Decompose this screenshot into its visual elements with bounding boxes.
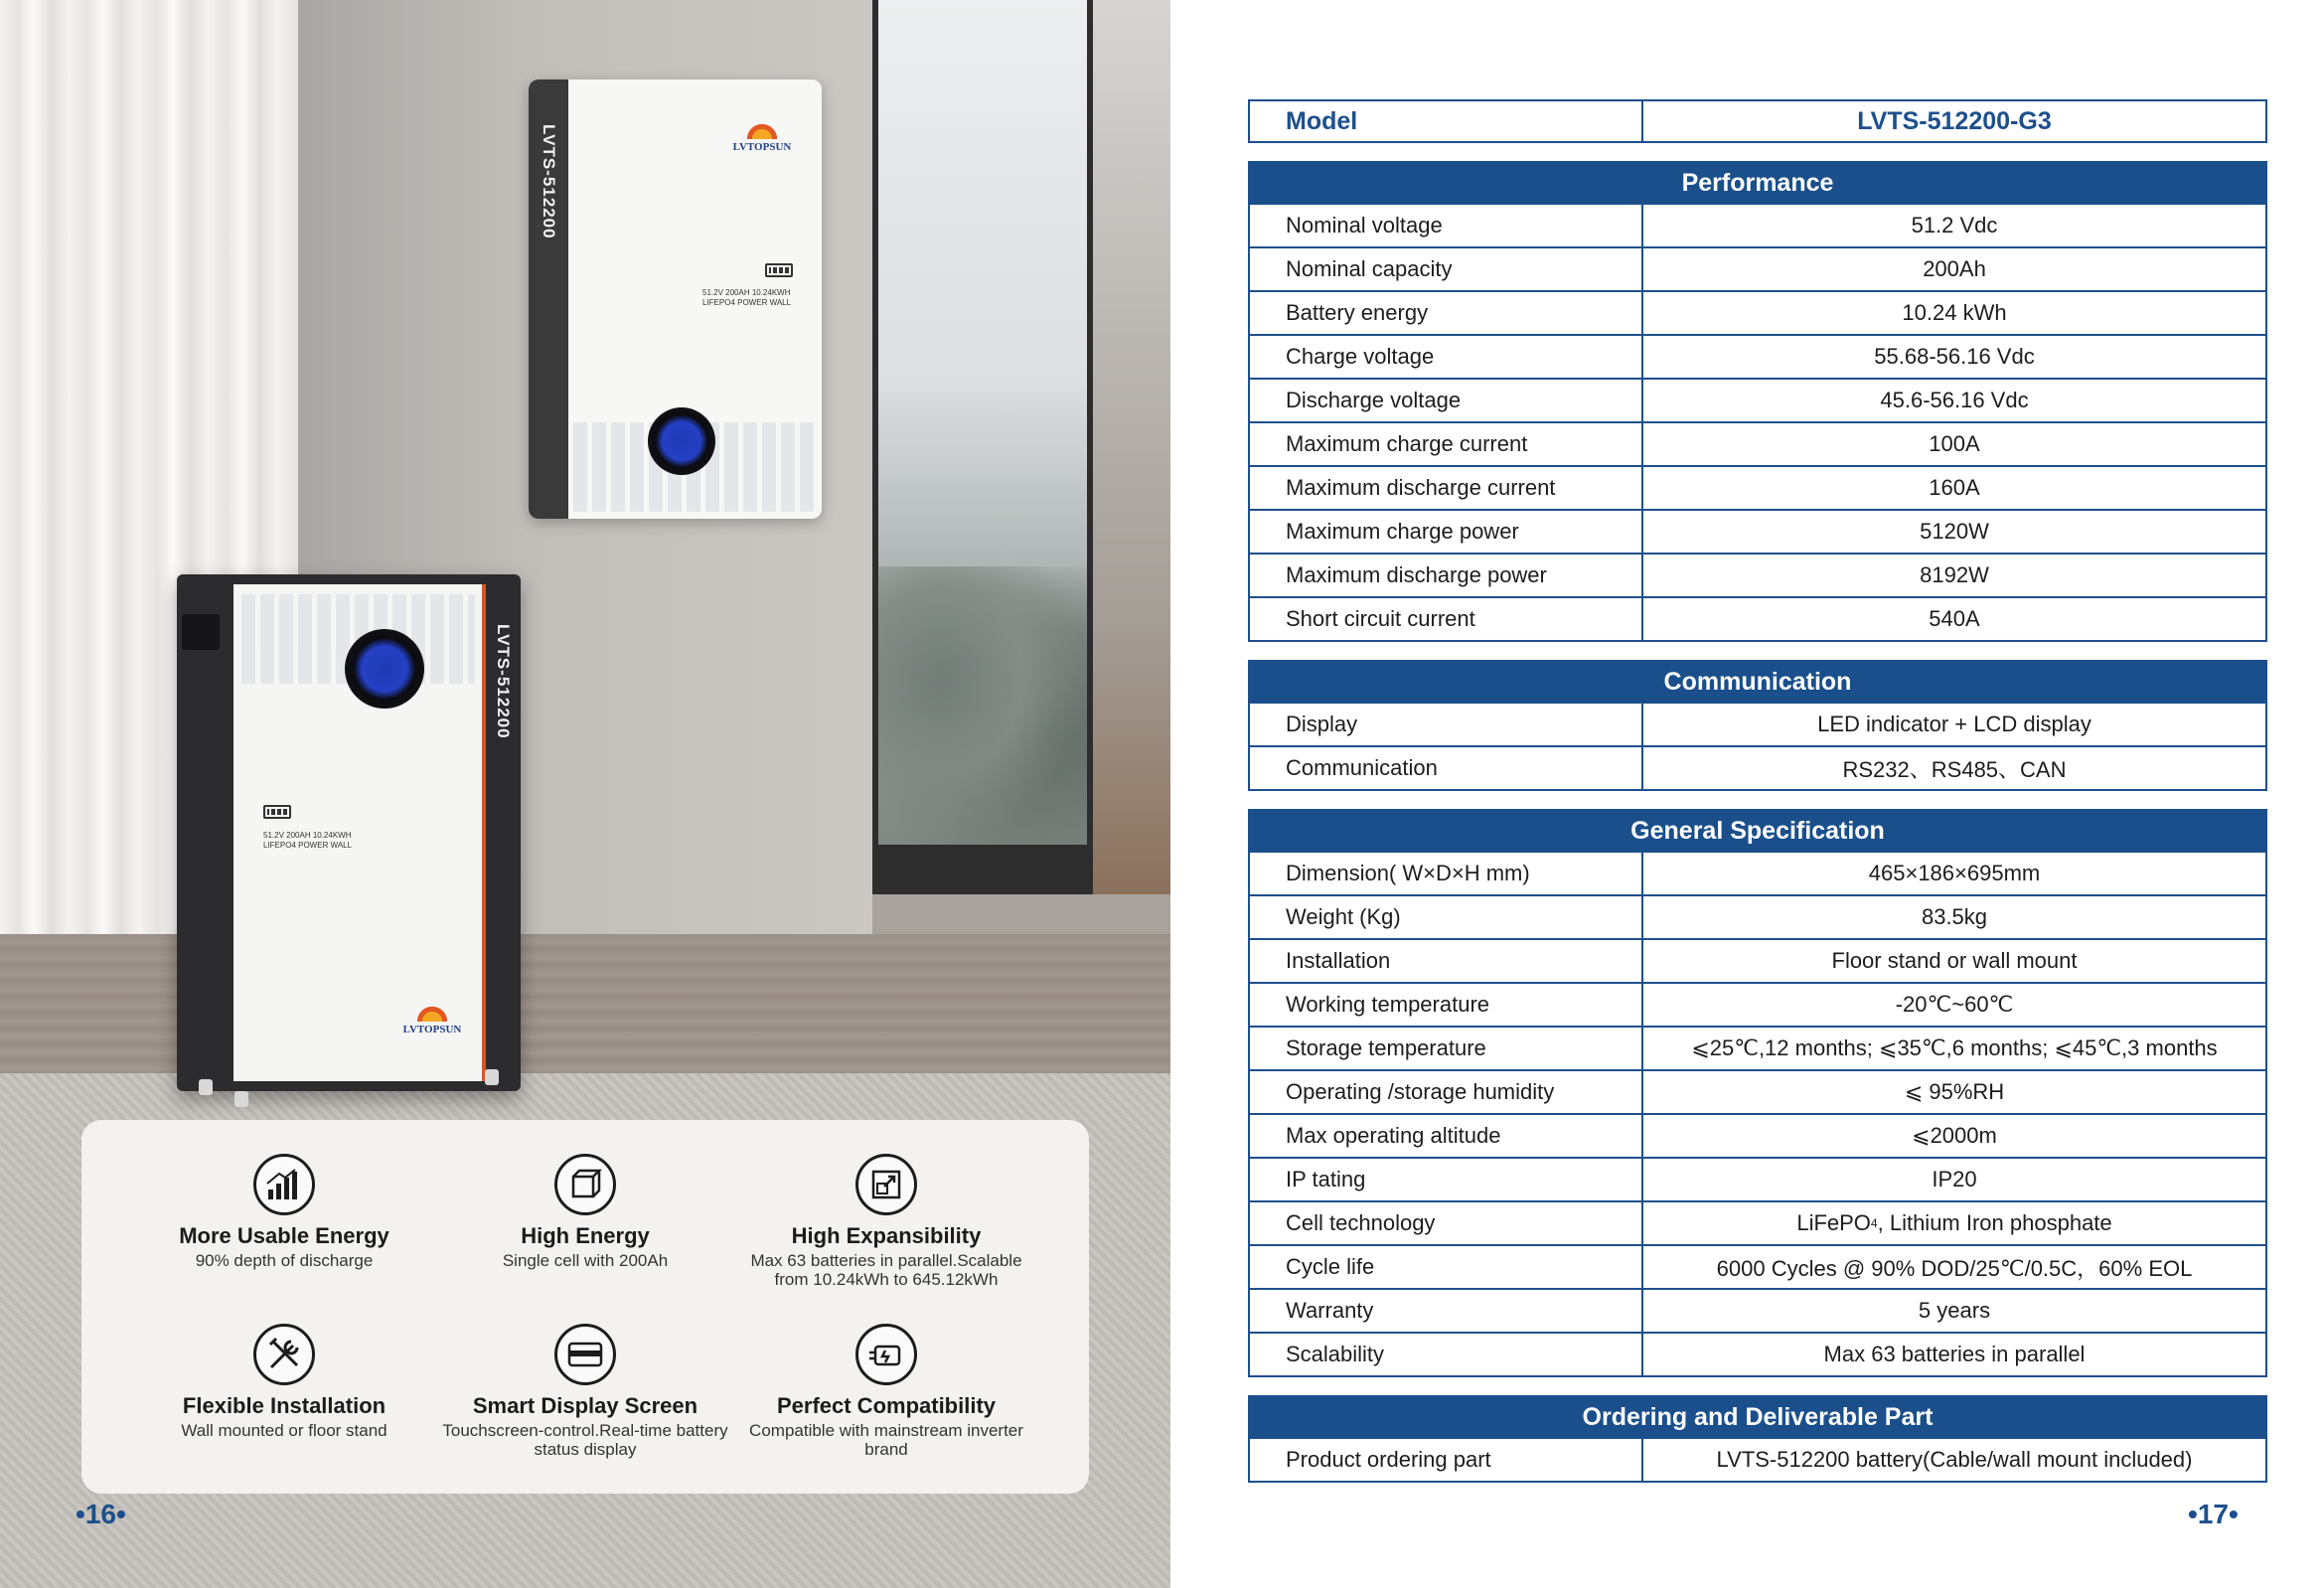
spec-value: 5120W [1920,519,1989,544]
model-value: LVTS-512200-G3 [1857,106,2052,135]
brand-logo [722,119,802,153]
signal-bars-icon [253,1154,315,1215]
feature-title: High Expansibility [791,1223,982,1248]
spec-value: 160A [1929,475,1980,500]
brand-name: LVTOPSUN [732,141,792,153]
section-gap [1248,143,2267,161]
spec-label: Display [1250,704,1643,745]
spec-value: 465×186×695mm [1868,861,2041,885]
feature-item [436,1324,734,1459]
spec-row [1248,380,2267,423]
spec-row [1248,1290,2267,1334]
spec-value: 540A [1929,606,1980,631]
spec-row [1248,1115,2267,1159]
section-header: Performance [1248,161,2267,205]
spec-label: Cycle life [1250,1246,1643,1288]
spec-row [1248,467,2267,511]
spec-row [1248,336,2267,380]
accent-stripe [482,584,486,1081]
spec-value: 200Ah [1923,256,1986,281]
spec-label: Short circuit current [1250,598,1643,640]
spec-label: Product ordering part [1250,1439,1643,1481]
cube-icon [554,1154,616,1215]
section-header: Communication [1248,660,2267,704]
spec-label: Charge voltage [1250,336,1643,378]
spec-row [1248,1439,2267,1483]
spec-label: Max operating altitude [1250,1115,1643,1157]
spec-label: Cell technology [1250,1202,1643,1244]
spec-label: Maximum discharge power [1250,555,1643,596]
spec-label: Communication [1250,747,1643,789]
feature-item [737,1324,1035,1459]
spec-value: 51.2 Vdc [1911,213,1998,238]
feature-description: Single cell with 200Ah [502,1251,669,1270]
feature-description: Touchscreen-control.Real-time battery status display [442,1421,728,1459]
feature-title: Perfect Compatibility [776,1393,997,1418]
spec-row [1248,853,2267,896]
feature-description: 90% depth of discharge [195,1251,374,1270]
spec-row [1248,940,2267,984]
section-gap [1248,791,2267,809]
battery-handle [182,614,220,650]
battery-model-label: LVTS-512200 [540,124,558,239]
spec-value: 10.24 kWh [1902,300,2007,325]
spec-label: Operating /storage humidity [1250,1071,1643,1113]
plug-icon [855,1324,917,1385]
spec-value: LVTS-512200 battery(Cable/wall mount included) [1716,1447,2193,1472]
spec-row [1248,248,2267,292]
spec-row [1248,555,2267,598]
section-gap [1248,1377,2267,1395]
tools-icon [253,1324,315,1385]
feature-title: Smart Display Screen [472,1393,698,1418]
section-header: General Specification [1248,809,2267,853]
spec-value: 45.6-56.16 Vdc [1880,388,2029,412]
spec-label: Maximum discharge current [1250,467,1643,509]
spec-value: 83.5kg [1921,904,1988,929]
spec-label: Working temperature [1250,984,1643,1026]
feature-item [135,1324,433,1440]
spec-row [1248,747,2267,791]
spec-row [1248,598,2267,642]
spec-row [1248,984,2267,1028]
spec-value: 100A [1929,431,1980,456]
spec-value: 55.68-56.16 Vdc [1874,344,2035,369]
page-dot: • [2228,1499,2239,1529]
spec-value: LiFePO 4 , Lithium Iron phosphate [1796,1210,2112,1235]
spec-table [1248,99,2267,1483]
spec-label: Nominal voltage [1250,205,1643,246]
spec-row [1248,511,2267,555]
spec-label: Scalability [1250,1334,1643,1375]
feature-description: Wall mounted or floor stand [181,1421,387,1440]
spec-value: 5 years [1918,1298,1991,1323]
spec-label: Warranty [1250,1290,1643,1332]
spec-value: 6000 Cycles @ 90% DOD/25℃/0.5C，60% EOL [1716,1255,2193,1281]
spec-row [1248,292,2267,336]
feature-card [81,1120,1089,1494]
feature-description: Compatible with mainstream inverter brand [749,1421,1023,1459]
battery-foot [485,1069,499,1085]
spec-label: IP tating [1250,1159,1643,1200]
battery-print-line2: LIFEPO4 POWER WALL [263,841,353,850]
window-side [1093,0,1170,894]
battery-foot [199,1079,213,1095]
spec-value: 8192W [1920,562,1989,587]
battery-print-line2: LIFEPO4 POWER WALL [702,298,792,307]
page-number-value: 17 [2197,1499,2229,1529]
feature-title: Flexible Installation [182,1393,387,1418]
spec-label: Storage temperature [1250,1028,1643,1069]
battery-print-line1: 51.2V 200AH 10.24KWH [263,831,352,840]
brand-name: LVTOPSUN [402,1024,462,1035]
spec-label: Weight (Kg) [1250,896,1643,938]
spec-label: Dimension( W×D×H mm) [1250,853,1643,894]
feature-title: More Usable Energy [179,1223,389,1248]
battery-print-line1: 51.2V 200AH 10.24KWH [702,288,791,297]
spec-row [1248,205,2267,248]
page-dot: • [76,1499,85,1529]
battery-front-panel [233,584,482,1081]
feature-description: Max 63 batteries in parallel.Scalable from 10.24kWh to 645.12kWh [750,1251,1022,1289]
spec-value: ⩽ 95%RH [1904,1079,2005,1104]
spec-row [1248,1246,2267,1290]
spec-row [1248,1028,2267,1071]
expand-icon [855,1154,917,1215]
spec-label: Maximum charge power [1250,511,1643,553]
spec-label: Battery energy [1250,292,1643,334]
sun-logo-icon [747,119,777,139]
spec-value: LED indicator + LCD display [1817,712,2092,736]
spec-label: Nominal capacity [1250,248,1643,290]
battery-level-icon [263,805,291,819]
floor-standing-battery [177,574,521,1091]
page-number-right [2188,1499,2239,1530]
spec-value: -20℃~60℃ [1895,992,2014,1017]
power-knob [648,407,715,475]
feature-title: High Energy [521,1223,650,1248]
section-header: Ordering and Deliverable Part [1248,1395,2267,1439]
spec-value: IP20 [1932,1167,1977,1191]
spec-value: RS232、RS485、CAN [1842,756,2067,782]
spec-label: Installation [1250,940,1643,982]
sun-logo-icon [417,1002,447,1022]
display-icon [554,1324,616,1385]
feature-item [436,1154,734,1270]
spec-row [1248,1334,2267,1377]
battery-model-label: LVTS-512200 [494,624,513,739]
brand-logo [392,1002,472,1035]
power-knob [345,629,424,709]
page-number-value: 16 [84,1499,116,1529]
model-row [1248,99,2267,143]
battery-print [702,288,791,308]
page-dot: • [2188,1499,2198,1529]
battery-level-icon [765,263,793,277]
battery-print [263,831,352,851]
spec-value: Max 63 batteries in parallel [1823,1342,2086,1366]
spec-row [1248,704,2267,747]
spec-sections [1248,143,2267,1483]
section-gap [1248,642,2267,660]
spec-value: ⩽2000m [1912,1123,1997,1148]
feature-item [135,1154,433,1270]
page-dot: • [115,1499,126,1529]
page-number-left [76,1499,126,1530]
spec-label: Maximum charge current [1250,423,1643,465]
spec-row [1248,1159,2267,1202]
spec-value: Floor stand or wall mount [1831,948,2078,973]
window-trees [878,566,1087,845]
spec-row [1248,1202,2267,1246]
spec-label: Discharge voltage [1250,380,1643,421]
spec-row [1248,1071,2267,1115]
feature-item [737,1154,1035,1289]
wall-mounted-battery [529,79,822,519]
spec-row [1248,423,2267,467]
spec-value: ⩽25℃,12 months; ⩽35℃,6 months; ⩽45℃,3 months [1691,1035,2218,1060]
spec-row [1248,896,2267,940]
model-label: Model [1250,101,1643,141]
battery-foot [234,1091,248,1107]
